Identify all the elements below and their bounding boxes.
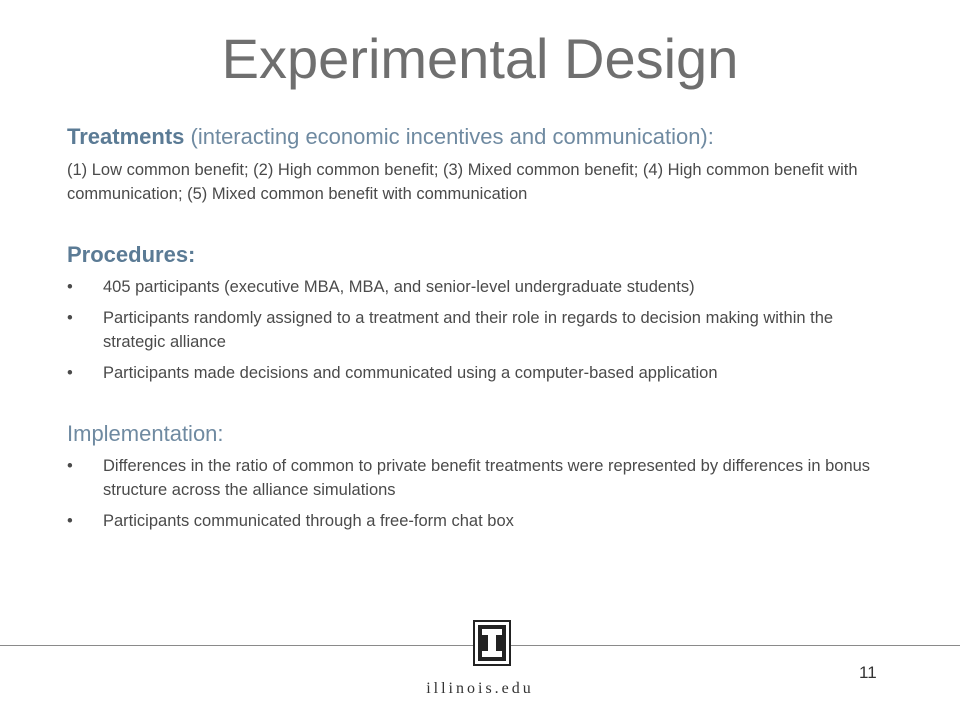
implementation-list (67, 454, 897, 533)
implementation-heading: Implementation: (67, 421, 224, 446)
illinois-block-i-icon (473, 620, 511, 666)
treatments-body: (1) Low common benefit; (2) High common benefit; (3) Mixed common benefit; (4) High common benefit with communication; (5) Mixed common benefit with communication (67, 161, 858, 203)
treatments-heading (67, 124, 897, 150)
treatments-heading-bold: Treatments (67, 124, 185, 149)
bullet-icon: • (67, 457, 73, 475)
list-item: • Differences in the ratio of common to private benefit treatments were represented by differences in bonus structure across the alliance simulations (67, 454, 897, 502)
procedures-list (67, 275, 897, 385)
bullet-icon: • (67, 278, 73, 296)
list-item: • Participants randomly assigned to a treatment and their role in regards to decision making within the strategic alliance (67, 306, 897, 354)
list-item: • 405 participants (executive MBA, MBA, and senior-level undergraduate students) (67, 275, 897, 299)
list-item: • Participants made decisions and communicated using a computer-based application (67, 361, 897, 385)
procedures-heading: Procedures: (67, 242, 196, 267)
footer-wordmark: illinois.edu (426, 680, 534, 697)
bullet-icon: • (67, 364, 73, 382)
page-number: 11 (859, 663, 877, 682)
slide-title: Experimental Design (221, 27, 739, 90)
bullet-icon: • (67, 309, 73, 327)
bullet-icon: • (67, 512, 73, 530)
list-item: • Participants communicated through a free-form chat box (67, 509, 897, 533)
slide-content (67, 124, 897, 533)
treatments-heading-rest: (interacting economic incentives and communication): (184, 124, 714, 149)
